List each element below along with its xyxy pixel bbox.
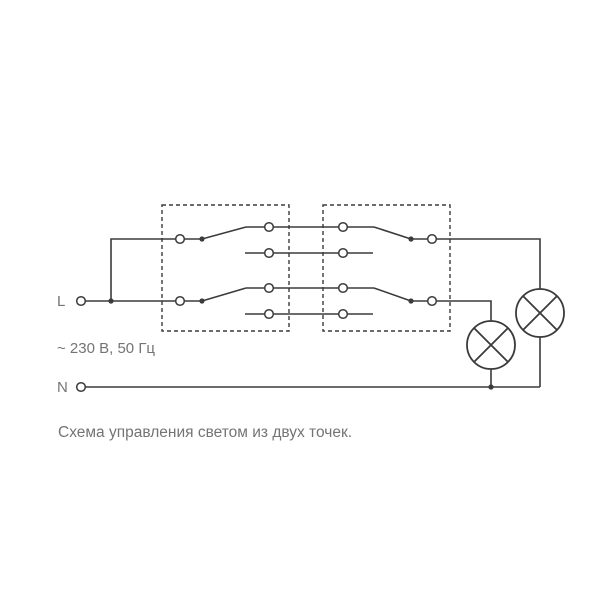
switch-left-terminal-row3 bbox=[265, 284, 274, 293]
line-feed-branch-wire bbox=[111, 239, 176, 301]
switch-right-terminal-row4 bbox=[339, 310, 348, 319]
switch-left-terminal-row1 bbox=[265, 223, 274, 232]
switch-left-upper-common-terminal bbox=[176, 235, 185, 244]
neutral-junction-dot bbox=[488, 384, 493, 389]
switch-left-terminal-row2 bbox=[265, 249, 274, 258]
traveller-wires bbox=[245, 227, 374, 314]
switch-left-upper-pivot-dot bbox=[199, 236, 204, 241]
switch-left-lower-blade bbox=[202, 288, 246, 301]
line-label: L bbox=[57, 293, 66, 310]
switch-right-lower-blade bbox=[374, 288, 411, 301]
diagram-caption: Схема управления светом из двух точек. bbox=[58, 424, 353, 441]
lamp-right-feed-wire bbox=[436, 239, 540, 289]
supply-wires bbox=[85, 239, 540, 387]
switch-right-upper-common-terminal bbox=[428, 235, 437, 244]
terminals bbox=[77, 223, 437, 392]
switch-right-terminal-row1 bbox=[339, 223, 348, 232]
voltage-label: ~ 230 В, 50 Гц bbox=[57, 340, 156, 357]
line-branch-junction-dot bbox=[108, 298, 113, 303]
switch-right-internals bbox=[374, 227, 428, 301]
lamp-left-icon bbox=[467, 321, 515, 369]
neutral-label: N bbox=[57, 379, 68, 396]
switch-right-lower-pivot-dot bbox=[408, 298, 413, 303]
switch-right-lower-common-terminal bbox=[428, 297, 437, 306]
switch-right-upper-blade bbox=[374, 227, 411, 239]
lamp-right-icon bbox=[516, 289, 564, 337]
switch-right-upper-pivot-dot bbox=[408, 236, 413, 241]
junction-dots bbox=[108, 236, 493, 389]
switch-right-terminal-row3 bbox=[339, 284, 348, 293]
switch-left-upper-blade bbox=[202, 227, 246, 239]
switch-left-lower-pivot-dot bbox=[199, 298, 204, 303]
lamp-left-feed-wire bbox=[436, 301, 491, 321]
switch-left-internals bbox=[184, 227, 246, 301]
switch-right-terminal-row2 bbox=[339, 249, 348, 258]
line-terminal bbox=[77, 297, 86, 306]
neutral-terminal bbox=[77, 383, 86, 392]
switch-left-terminal-row4 bbox=[265, 310, 274, 319]
switch-left-lower-common-terminal bbox=[176, 297, 185, 306]
